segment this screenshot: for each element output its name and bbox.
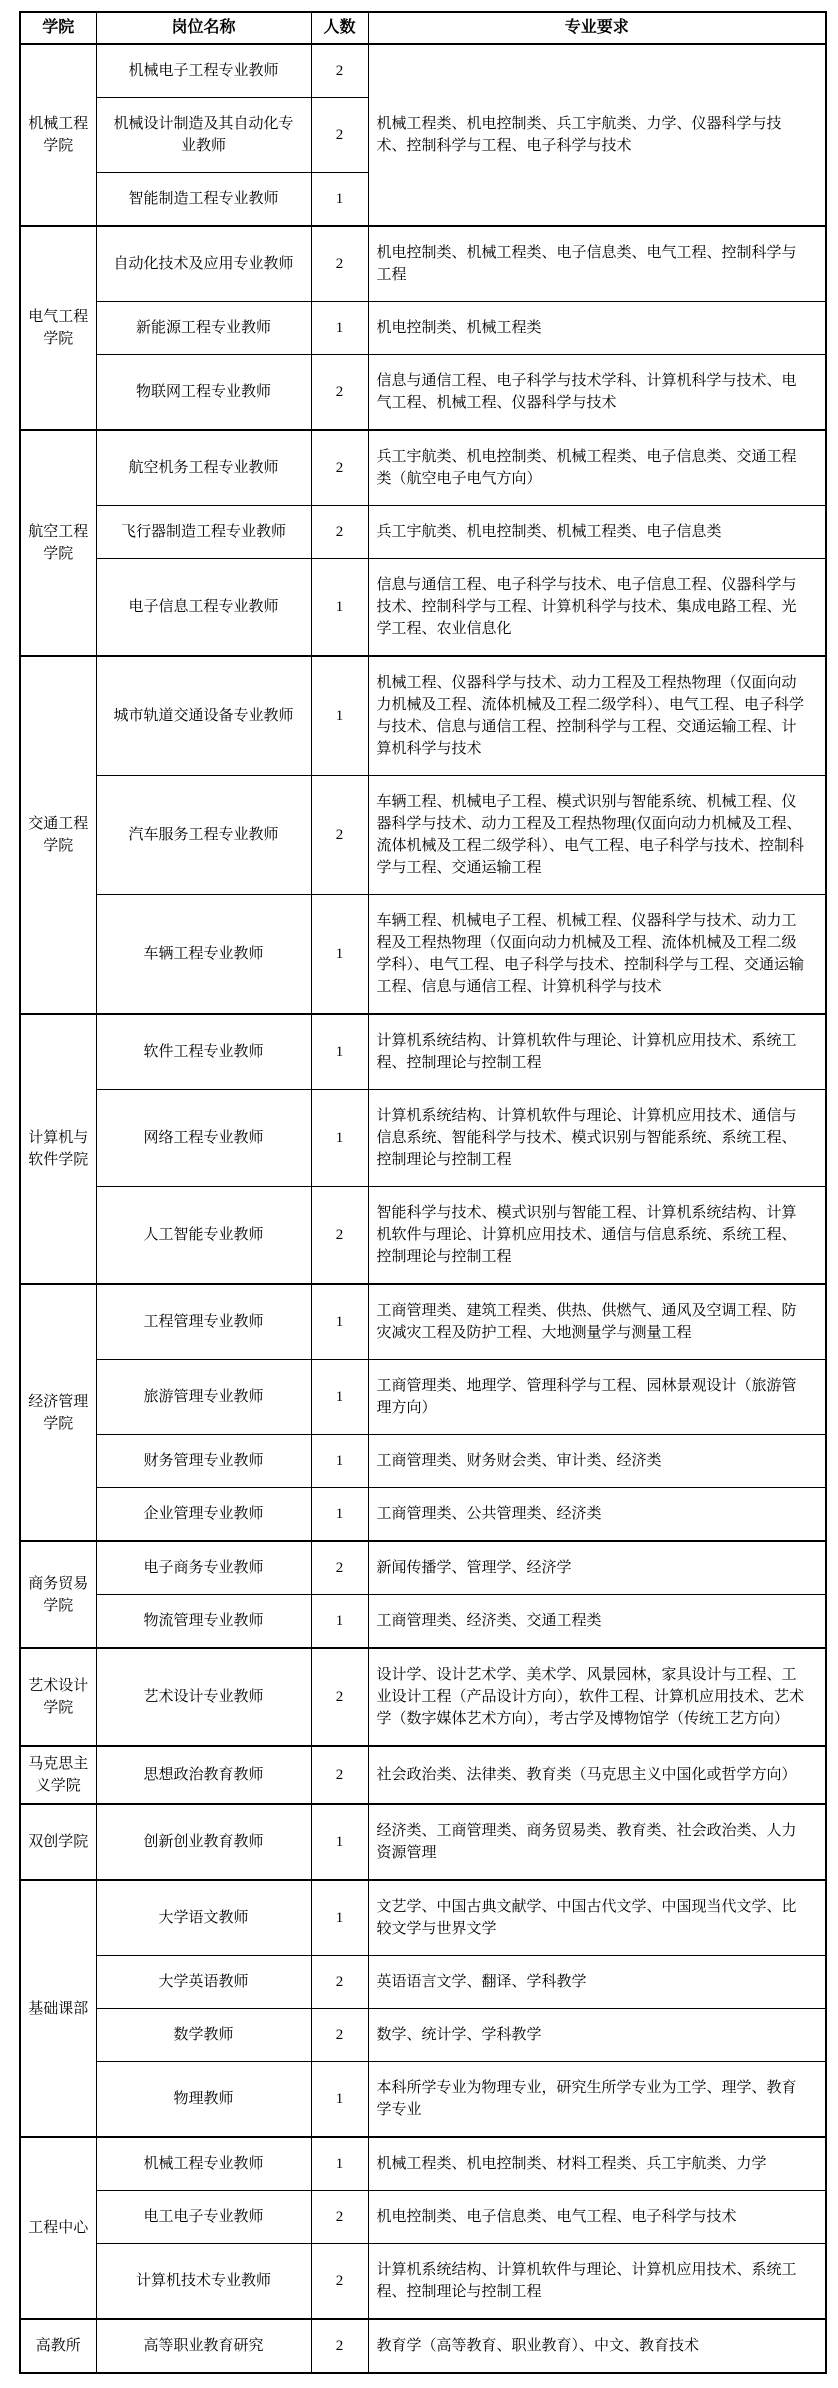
count-cell: 2	[311, 1956, 368, 2009]
position-cell: 汽车服务工程专业教师	[96, 776, 311, 895]
table-row	[20, 1488, 826, 1542]
requirement-cell: 本科所学专业为物理专业，研究生所学专业为工学、理学、教育学专业	[368, 2062, 826, 2138]
position-cell: 城市轨道交通设备专业教师	[96, 656, 311, 776]
count-cell: 2	[311, 98, 368, 173]
count-cell: 1	[311, 1360, 368, 1435]
requirement-cell: 经济类、工商管理类、商务贸易类、教育类、社会政治类、人力资源管理	[368, 1804, 826, 1880]
requirement-cell: 兵工宇航类、机电控制类、机械工程类、电子信息类	[368, 506, 826, 559]
count-cell: 2	[311, 430, 368, 506]
section-start-row	[20, 1284, 826, 1360]
section-start-row	[20, 44, 826, 98]
position-cell: 电子信息工程专业教师	[96, 559, 311, 657]
college-cell: 艺术设计学院	[20, 1648, 96, 1746]
table-row	[20, 895, 826, 1015]
position-cell: 财务管理专业教师	[96, 1435, 311, 1488]
position-cell: 智能制造工程专业教师	[96, 173, 311, 227]
requirement-cell: 机械工程、仪器科学与技术、动力工程及工程热物理（仅面向动力机械及工程、流体机械及工程二级学科）、电气工程、电子科学与技术、信息与通信工程、控制科学与工程、交通运输工程、计算机科学与技术	[368, 656, 826, 776]
position-cell: 物联网工程专业教师	[96, 355, 311, 431]
requirement-cell: 机电控制类、电子信息类、电气工程、电子科学与技术	[368, 2191, 826, 2244]
count-cell: 1	[311, 1804, 368, 1880]
count-cell: 2	[311, 2191, 368, 2244]
table-row	[20, 2062, 826, 2138]
section-start-row	[20, 226, 826, 302]
table-row	[20, 355, 826, 431]
table-row	[20, 1090, 826, 1187]
count-cell: 2	[311, 776, 368, 895]
position-cell: 飞行器制造工程专业教师	[96, 506, 311, 559]
position-cell: 大学语文教师	[96, 1880, 311, 1956]
count-cell: 2	[311, 2244, 368, 2320]
count-cell: 1	[311, 302, 368, 355]
position-cell: 机械工程专业教师	[96, 2137, 311, 2191]
requirement-cell: 新闻传播学、管理学、经济学	[368, 1541, 826, 1595]
requirement-cell: 车辆工程、机械电子工程、机械工程、仪器科学与技术、动力工程及工程热物理（仅面向动力机械及工程、流体机械及工程二级学科）、电气工程、电子科学与技术、控制科学与工程、交通运输工程、信息与通信工程、计算机科学与技术	[368, 895, 826, 1015]
count-cell: 1	[311, 656, 368, 776]
count-cell: 2	[311, 355, 368, 431]
table-row	[20, 1360, 826, 1435]
requirement-cell: 机电控制类、机械工程类、电子信息类、电气工程、控制科学与工程	[368, 226, 826, 302]
count-cell: 1	[311, 1880, 368, 1956]
count-cell: 1	[311, 1014, 368, 1090]
count-cell: 1	[311, 1090, 368, 1187]
count-cell: 1	[311, 173, 368, 227]
count-cell: 2	[311, 1648, 368, 1746]
college-cell: 工程中心	[20, 2137, 96, 2319]
position-cell: 思想政治教育教师	[96, 1746, 311, 1804]
count-cell: 1	[311, 1595, 368, 1649]
count-cell: 1	[311, 2137, 368, 2191]
requirement-cell: 工商管理类、建筑工程类、供热、供燃气、通风及空调工程、防灾减灾工程及防护工程、大地测量学与测量工程	[368, 1284, 826, 1360]
count-cell: 1	[311, 1284, 368, 1360]
requirement-cell: 教育学（高等教育、职业教育）、中文、教育技术	[368, 2319, 826, 2373]
requirement-cell: 计算机系统结构、计算机软件与理论、计算机应用技术、通信与信息系统、智能科学与技术、模式识别与智能系统、系统工程、控制理论与控制工程	[368, 1090, 826, 1187]
count-cell: 2	[311, 1746, 368, 1804]
section-start-row	[20, 1014, 826, 1090]
position-cell: 高等职业教育研究	[96, 2319, 311, 2373]
position-cell: 大学英语教师	[96, 1956, 311, 2009]
position-cell: 机械设计制造及其自动化专业教师	[96, 98, 311, 173]
section-start-row	[20, 1746, 826, 1804]
college-cell: 机械工程学院	[20, 44, 96, 226]
requirement-cell: 信息与通信工程、电子科学与技术学科、计算机科学与技术、电气工程、机械工程、仪器科学与技术	[368, 355, 826, 431]
college-cell: 马克思主义学院	[20, 1746, 96, 1804]
college-cell: 高教所	[20, 2319, 96, 2373]
position-cell: 软件工程专业教师	[96, 1014, 311, 1090]
position-cell: 电工电子专业教师	[96, 2191, 311, 2244]
college-cell: 交通工程学院	[20, 656, 96, 1014]
count-cell: 1	[311, 2062, 368, 2138]
count-cell: 2	[311, 44, 368, 98]
position-cell: 机械电子工程专业教师	[96, 44, 311, 98]
position-cell: 数学教师	[96, 2009, 311, 2062]
table-row	[20, 2244, 826, 2320]
position-cell: 人工智能专业教师	[96, 1187, 311, 1285]
requirement-cell: 数学、统计学、学科教学	[368, 2009, 826, 2062]
count-cell: 2	[311, 1541, 368, 1595]
header-row	[20, 12, 826, 44]
requirement-cell: 工商管理类、地理学、管理科学与工程、园林景观设计（旅游管理方向）	[368, 1360, 826, 1435]
table-row	[20, 1435, 826, 1488]
requirement-cell: 智能科学与技术、模式识别与智能工程、计算机系统结构、计算机软件与理论、计算机应用技术、通信与信息系统、系统工程、控制理论与控制工程	[368, 1187, 826, 1285]
requirement-cell: 文艺学、中国古典文献学、中国古代文学、中国现当代文学、比较文学与世界文学	[368, 1880, 826, 1956]
college-cell: 电气工程学院	[20, 226, 96, 430]
position-cell: 新能源工程专业教师	[96, 302, 311, 355]
table-row	[20, 559, 826, 657]
table-row	[20, 1595, 826, 1649]
position-cell: 电子商务专业教师	[96, 1541, 311, 1595]
section-start-row	[20, 2137, 826, 2191]
position-cell: 工程管理专业教师	[96, 1284, 311, 1360]
requirement-cell: 计算机系统结构、计算机软件与理论、计算机应用技术、系统工程、控制理论与控制工程	[368, 2244, 826, 2320]
table-row	[20, 776, 826, 895]
column-header-requirement: 专业要求	[368, 12, 826, 44]
requirement-cell: 社会政治类、法律类、教育类（马克思主义中国化或哲学方向）	[368, 1746, 826, 1804]
count-cell: 1	[311, 1488, 368, 1542]
table-row	[20, 2191, 826, 2244]
section-start-row	[20, 656, 826, 776]
college-cell: 基础课部	[20, 1880, 96, 2137]
column-header-college: 学院	[20, 12, 96, 44]
recruitment-table	[19, 11, 827, 2374]
position-cell: 网络工程专业教师	[96, 1090, 311, 1187]
section-start-row	[20, 1648, 826, 1746]
requirement-cell: 机械工程类、机电控制类、兵工宇航类、力学、仪器科学与技术、控制科学与工程、电子科学与技术	[368, 44, 826, 226]
requirement-cell: 机电控制类、机械工程类	[368, 302, 826, 355]
section-start-row	[20, 1541, 826, 1595]
position-cell: 航空机务工程专业教师	[96, 430, 311, 506]
count-cell: 1	[311, 559, 368, 657]
count-cell: 2	[311, 2319, 368, 2373]
college-cell: 双创学院	[20, 1804, 96, 1880]
column-header-position: 岗位名称	[96, 12, 311, 44]
section-start-row	[20, 2319, 826, 2373]
position-cell: 车辆工程专业教师	[96, 895, 311, 1015]
position-cell: 自动化技术及应用专业教师	[96, 226, 311, 302]
requirement-cell: 英语语言文学、翻译、学科教学	[368, 1956, 826, 2009]
requirement-cell: 兵工宇航类、机电控制类、机械工程类、电子信息类、交通工程类（航空电子电气方向）	[368, 430, 826, 506]
requirement-cell: 车辆工程、机械电子工程、模式识别与智能系统、机械工程、仪器科学与技术、动力工程及工程热物理(仅面向动力机械及工程、流体机械及工程二级学科）、电气工程、电子科学与技术、控制科学与工程、交通运输工程	[368, 776, 826, 895]
position-cell: 旅游管理专业教师	[96, 1360, 311, 1435]
requirement-cell: 计算机系统结构、计算机软件与理论、计算机应用技术、系统工程、控制理论与控制工程	[368, 1014, 826, 1090]
table-row	[20, 1956, 826, 2009]
table-row	[20, 2009, 826, 2062]
count-cell: 1	[311, 895, 368, 1015]
requirement-cell: 设计学、设计艺术学、美术学、风景园林，家具设计与工程、工业设计工程（产品设计方向），软件工程、计算机应用技术、艺术学（数字媒体艺术方向），考古学及博物馆学（传统工艺方向）	[368, 1648, 826, 1746]
section-start-row	[20, 1880, 826, 1956]
table-row	[20, 506, 826, 559]
count-cell: 2	[311, 226, 368, 302]
count-cell: 1	[311, 1435, 368, 1488]
college-cell: 经济管理学院	[20, 1284, 96, 1541]
requirement-cell: 机械工程类、机电控制类、材料工程类、兵工宇航类、力学	[368, 2137, 826, 2191]
college-cell: 商务贸易学院	[20, 1541, 96, 1648]
position-cell: 物理教师	[96, 2062, 311, 2138]
requirement-cell: 工商管理类、财务财会类、审计类、经济类	[368, 1435, 826, 1488]
table-row	[20, 1187, 826, 1285]
position-cell: 物流管理专业教师	[96, 1595, 311, 1649]
college-cell: 计算机与软件学院	[20, 1014, 96, 1284]
column-header-count: 人数	[311, 12, 368, 44]
count-cell: 2	[311, 1187, 368, 1285]
count-cell: 2	[311, 2009, 368, 2062]
table-row	[20, 302, 826, 355]
section-start-row	[20, 1804, 826, 1880]
position-cell: 计算机技术专业教师	[96, 2244, 311, 2320]
position-cell: 创新创业教育教师	[96, 1804, 311, 1880]
position-cell: 企业管理专业教师	[96, 1488, 311, 1542]
position-cell: 艺术设计专业教师	[96, 1648, 311, 1746]
count-cell: 2	[311, 506, 368, 559]
requirement-cell: 工商管理类、经济类、交通工程类	[368, 1595, 826, 1649]
requirement-cell: 工商管理类、公共管理类、经济类	[368, 1488, 826, 1542]
section-start-row	[20, 430, 826, 506]
college-cell: 航空工程学院	[20, 430, 96, 656]
requirement-cell: 信息与通信工程、电子科学与技术、电子信息工程、仪器科学与技术、控制科学与工程、计算机科学与技术、集成电路工程、光学工程、农业信息化	[368, 559, 826, 657]
